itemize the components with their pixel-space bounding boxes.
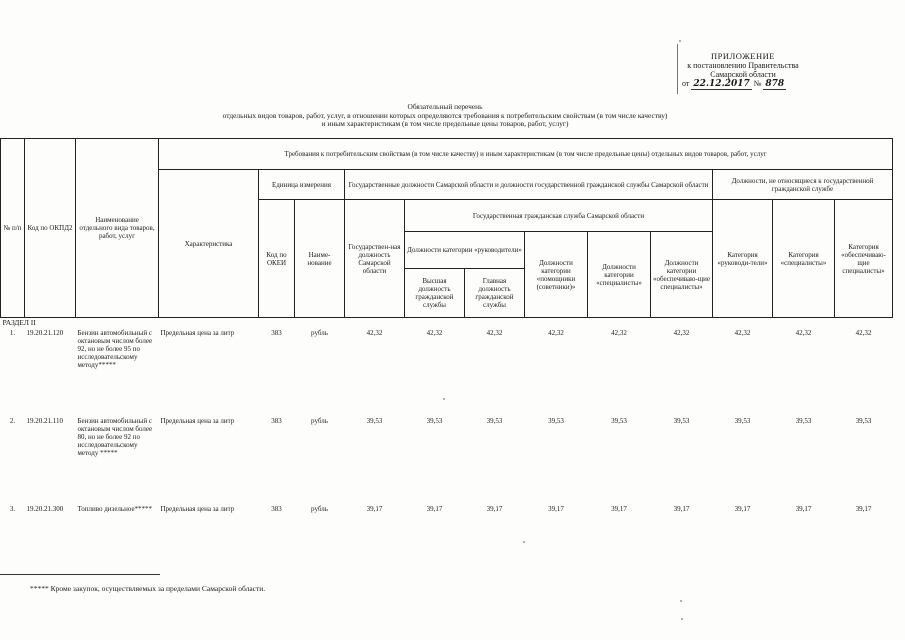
row-num: 3.: [9, 505, 16, 513]
header-num: № п/п: [1, 139, 25, 318]
row-value-cat-support: 39,53: [855, 417, 872, 425]
header-non-civil: Должности, не относящиеся к государственной гражданской службе: [713, 170, 893, 200]
header-unit-name: Наиме-нование: [295, 200, 345, 318]
row-value-cat-specialists: 39,17: [795, 505, 812, 513]
row-value-cat-leaders: 39,17: [734, 505, 751, 513]
row-value-higher: 39,17: [426, 505, 443, 513]
title-line-2: отдельных видов товаров, работ, услуг, в отношении которых определяются требования к потребительским свойствам (в том числе качеству): [222, 110, 668, 120]
row-okei: 383: [271, 329, 282, 337]
header-unit: Единица измерения: [259, 170, 345, 200]
row-characteristic: Предельная цена за литр: [160, 417, 235, 425]
header-specialists: Должности категории «специалисты»: [588, 232, 651, 318]
header-gov-positions: Государственные должности Самарской области и должности государственной гражданской службы Самарской области: [345, 170, 713, 200]
scan-dot: [681, 618, 683, 620]
row-value-support: 39,53: [673, 417, 690, 425]
row-value-cat-support: 39,17: [855, 505, 872, 513]
header-support: Должности категории «обеспечиваю-щие специалисты»: [651, 232, 713, 318]
row-code: 19.20.21.300: [26, 505, 64, 513]
header-civil-service: Государственная гражданская служба Самарской области: [405, 200, 713, 232]
footnote: ***** Кроме закупок, осуществляемых за пределами Самарской области.: [30, 584, 266, 593]
row-num: 2.: [9, 417, 16, 425]
appendix-date-line: [678, 79, 808, 89]
row-value-assistants: 39,53: [548, 417, 564, 425]
row-name: Бензин автомобильный с октановым числом более 80, но не более 92 по исследовательскому методу *****: [77, 417, 153, 457]
header-cat-leaders: Категория «руководи-тели»: [713, 200, 773, 318]
appendix-block: [678, 52, 808, 89]
scan-dot: [680, 600, 682, 602]
row-name: Топливо дизельное*****: [77, 505, 153, 513]
row-value-gov: 39,53: [366, 417, 383, 425]
row-value-higher: 39,53: [426, 417, 443, 425]
row-value-specialists: 39,53: [611, 417, 627, 425]
row-value-gov: 39,17: [366, 505, 383, 513]
header-gov-position-sam: Государствен-ная должность Самарской области: [345, 200, 405, 318]
section-label: РАЗДЕЛ II: [2, 318, 36, 327]
row-okei: 383: [271, 417, 282, 425]
table-row: [1, 416, 893, 504]
row-characteristic: Предельная цена за литр: [160, 329, 235, 337]
header-okpd: Код по ОКПД2: [25, 139, 76, 318]
row-value-cat-leaders: 39,53: [734, 417, 751, 425]
document-title: [140, 103, 750, 129]
row-unit: рубль: [311, 505, 328, 513]
decree-number: 878: [765, 79, 785, 89]
scan-dot: [679, 40, 681, 42]
header-leaders: Должности категории «руководители»: [405, 232, 524, 269]
row-unit: рубль: [311, 417, 328, 425]
row-value-cat-specialists: 42,32: [795, 329, 812, 337]
date-prefix: от: [682, 79, 690, 88]
row-okei: 383: [271, 505, 282, 513]
header-cat-specialists: Категория «специалисты»: [773, 200, 835, 318]
scan-mark: [677, 44, 678, 94]
row-value-main: 39,17: [486, 505, 503, 513]
row-value-main: 42,32: [486, 329, 503, 337]
footnote-separator: [0, 574, 160, 575]
requirements-table: [0, 138, 893, 544]
number-prefix: №: [753, 79, 762, 88]
row-name: Бензин автомобильный с октановым числом более 92, но не более 95 по исследовательскому методу*****: [77, 329, 153, 369]
row-value-gov: 42,32: [366, 329, 383, 337]
row-value-cat-support: 42,32: [855, 329, 872, 337]
row-code: 19.20.21.120: [26, 329, 64, 337]
table-row: [1, 504, 893, 544]
appendix-region: Самарской области: [710, 70, 776, 79]
title-line-3: и иным характеристикам (в том числе предельные цены товаров, работ, услуг): [321, 119, 569, 129]
row-value-higher: 42,32: [426, 329, 443, 337]
row-num: 1.: [9, 329, 16, 337]
row-value-support: 39,17: [673, 505, 690, 513]
row-value-main: 39,53: [486, 417, 503, 425]
header-leaders-sub: [405, 269, 524, 317]
row-value-assistants: 39,17: [548, 505, 564, 513]
title-line-1: Обязательный перечень: [407, 102, 483, 111]
header-assistants: Должности категории «помощники (советники)»: [525, 232, 588, 318]
header-main: Главная должность гражданской службы: [475, 277, 514, 309]
row-value-specialists: 39,17: [611, 505, 627, 513]
row-characteristic: Предельная цена за литр: [160, 505, 235, 513]
header-okei: Код по ОКЕИ: [259, 200, 295, 318]
header-leaders-group: [405, 232, 525, 318]
header-name: Наименование отдельного вида товаров, работ, услуг: [76, 139, 159, 318]
section-row: [1, 318, 893, 329]
header-characteristic: Характеристика: [159, 170, 259, 318]
appendix-decree: к постановлению Правительства: [687, 61, 799, 70]
row-value-cat-leaders: 42,32: [734, 329, 751, 337]
header-higher: Высшая должность гражданской службы: [405, 269, 465, 317]
row-value-support: 42,32: [673, 329, 690, 337]
row-value-specialists: 42,32: [611, 329, 627, 337]
row-unit: рубль: [311, 329, 328, 337]
decree-date: 22.12.2017: [693, 79, 750, 89]
table-row: [1, 328, 893, 416]
header-cat-support: Категория «обеспечиваю-щие специалисты»: [835, 200, 893, 318]
row-code: 19.20.21.110: [26, 417, 63, 425]
header-requirements: Требования к потребительским свойствам (в том числе качеству) и иным характеристикам (в том числе предельные цены) отдельных видов товаров, работ, услуг: [159, 139, 893, 170]
row-value-assistants: 42,32: [548, 329, 564, 337]
appendix-title: ПРИЛОЖЕНИЕ: [711, 51, 775, 61]
row-value-cat-specialists: 39,53: [795, 417, 812, 425]
